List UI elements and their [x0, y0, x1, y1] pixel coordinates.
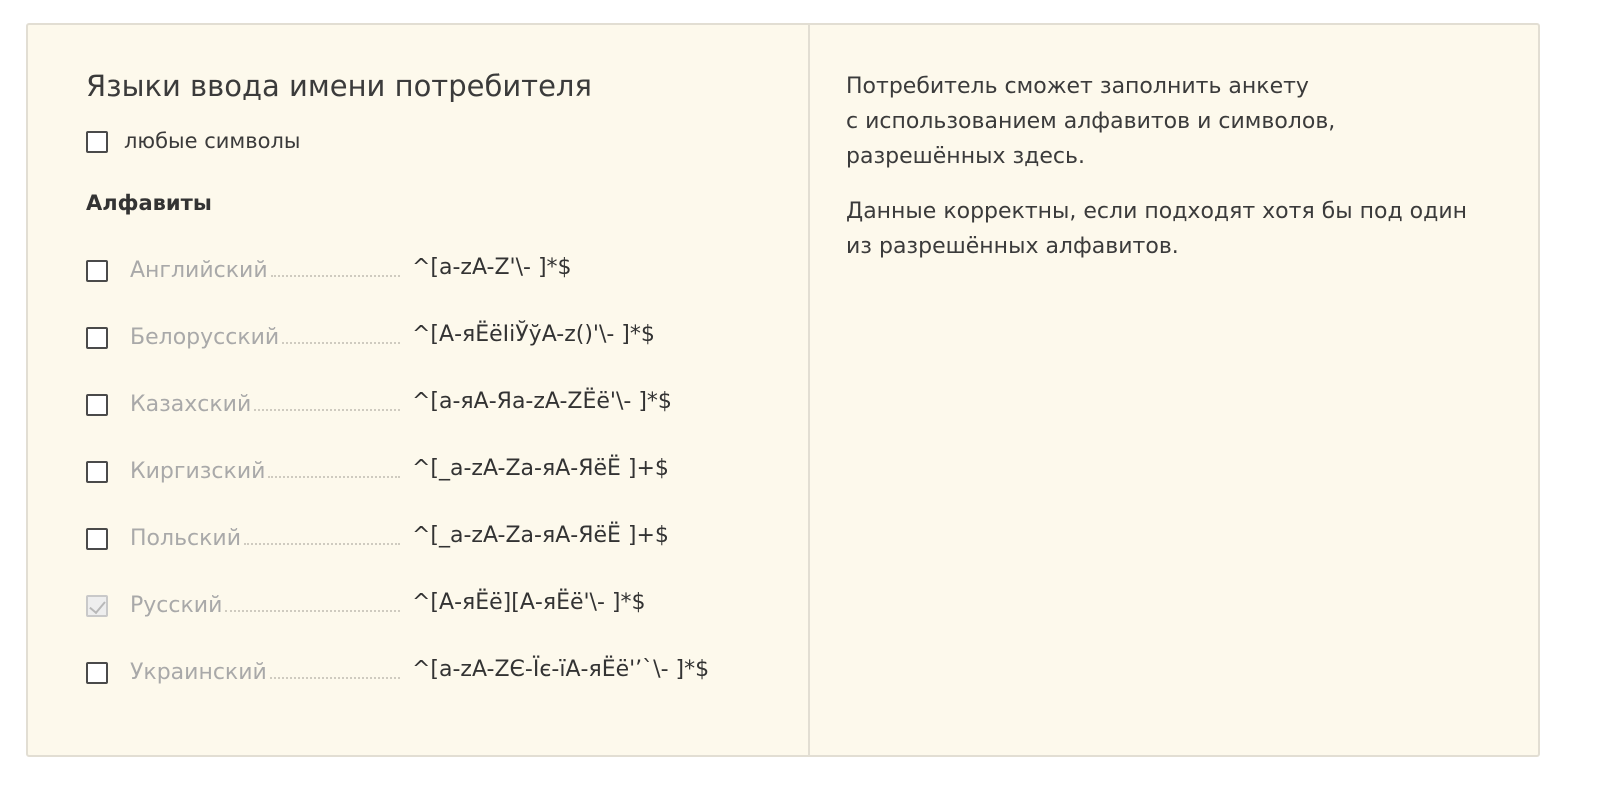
- dotted-leader: [244, 523, 400, 545]
- settings-column: [28, 25, 808, 755]
- alphabet-checkbox[interactable]: [86, 461, 108, 483]
- alphabet-regex: ^[А-яЁёІіЎўA-z()'\- ]*$: [412, 322, 655, 347]
- alphabet-row[interactable]: [28, 322, 808, 356]
- alphabet-checkbox-checked-disabled: [86, 595, 108, 617]
- alphabet-name: Киргизский: [130, 456, 400, 484]
- alphabet-checkbox[interactable]: [86, 528, 108, 550]
- alphabet-name: Казахский: [130, 389, 400, 417]
- alphabet-regex: ^[а-яА-Яa-zA-ZЁё'\- ]*$: [412, 389, 672, 414]
- alphabets-heading: Алфавиты: [86, 191, 212, 215]
- help-paragraph: Данные корректны, если подходят хотя бы под один из разрешённых алфавитов.: [846, 199, 1468, 259]
- alphabet-name: Английский: [130, 255, 400, 283]
- alphabet-checkbox[interactable]: [86, 394, 108, 416]
- any-symbols-checkbox[interactable]: [86, 131, 108, 153]
- alphabet-name: Белорусский: [130, 322, 400, 350]
- alphabet-row[interactable]: [28, 657, 808, 691]
- dotted-leader: [271, 255, 400, 277]
- dotted-leader: [270, 657, 400, 679]
- alphabet-regex: ^[_a-zA-Zа-яА-ЯёЁ ]+$: [412, 456, 669, 481]
- alphabet-checkbox[interactable]: [86, 260, 108, 282]
- alphabet-regex: ^[А-яЁё][А-яЁё'\- ]*$: [412, 590, 646, 615]
- alphabet-regex: ^[_a-zA-Zа-яА-ЯёЁ ]+$: [412, 523, 669, 548]
- help-paragraph: Потребитель сможет заполнить анкету с использованием алфавитов и символов, разрешённых здесь.: [846, 74, 1336, 169]
- alphabet-name: Украинский: [130, 657, 400, 685]
- alphabet-row[interactable]: [28, 523, 808, 557]
- alphabet-row[interactable]: [28, 389, 808, 423]
- dotted-leader: [268, 456, 400, 478]
- help-column: [846, 69, 1506, 284]
- any-symbols-label: любые символы: [124, 129, 301, 153]
- dotted-leader: [254, 389, 400, 411]
- alphabet-checkbox[interactable]: [86, 662, 108, 684]
- alphabet-regex: ^[a-zA-Z'\- ]*$: [412, 255, 572, 280]
- column-divider: [808, 25, 810, 755]
- checkmark-icon: [89, 597, 106, 614]
- input-languages-panel: [26, 23, 1540, 757]
- dotted-leader: [225, 590, 400, 612]
- alphabet-row[interactable]: [28, 456, 808, 490]
- alphabet-row[interactable]: [28, 255, 808, 289]
- alphabet-row: [28, 590, 808, 624]
- section-title: Языки ввода имени потребителя: [86, 69, 592, 103]
- alphabet-regex: ^[a-zA-ZЄ-Їє-їА-яЁё'’`\- ]*$: [412, 657, 710, 682]
- alphabet-name: Русский: [130, 590, 400, 618]
- alphabet-name: Польский: [130, 523, 400, 551]
- alphabet-checkbox[interactable]: [86, 327, 108, 349]
- dotted-leader: [282, 322, 400, 344]
